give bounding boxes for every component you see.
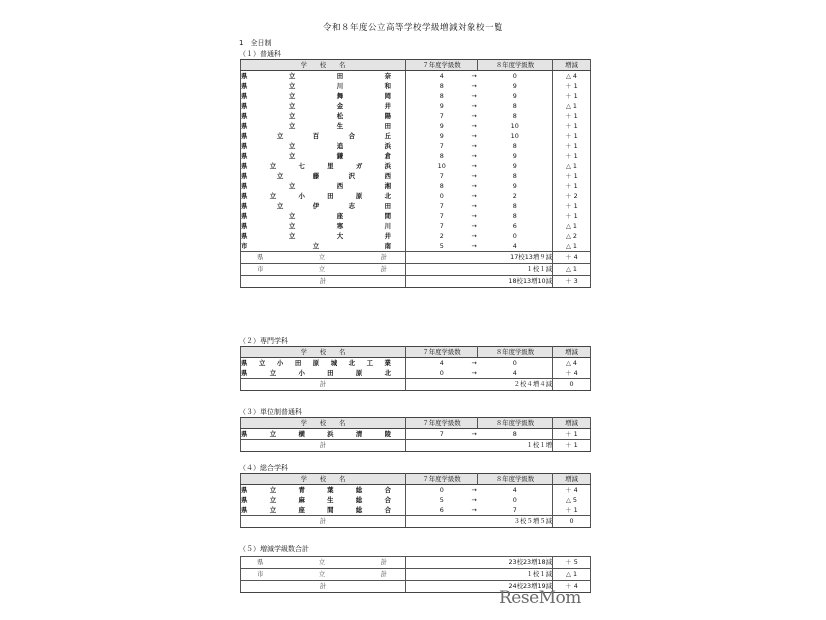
year7-classes: 7 <box>406 111 478 121</box>
class-change: ＋ 1 <box>553 201 591 211</box>
header-year7: ７年度学級数 <box>406 347 478 358</box>
table-row <box>241 231 591 241</box>
school-name: 県 立 七 里 ガ 浜 <box>241 161 406 171</box>
arrow-icon: → <box>471 152 477 160</box>
table-row <box>241 429 591 440</box>
table-row <box>241 81 591 91</box>
class-change: △ 4 <box>553 358 591 369</box>
header-year8: ８年度学級数 <box>478 418 553 429</box>
year8-classes: → 8 <box>478 201 553 211</box>
header-change: 増減 <box>553 418 591 429</box>
year7-classes: 8 <box>406 81 478 91</box>
summary-row <box>241 379 591 391</box>
summary-change: 0 <box>553 516 591 528</box>
year7-classes: 7 <box>406 171 478 181</box>
summary-change: ＋ 1 <box>553 440 591 452</box>
header-year7: ７年度学級数 <box>406 418 478 429</box>
summary-total: ３校５増５減 <box>406 516 553 528</box>
year8-classes: → 4 <box>478 368 553 379</box>
year7-classes: 9 <box>406 101 478 111</box>
summary-total: 23校23増18減 <box>406 557 553 569</box>
year8-classes: → 0 <box>478 358 553 369</box>
year8-classes: → 8 <box>478 171 553 181</box>
section-label: （３）単位制普通科 <box>239 408 302 416</box>
class-change: ＋ 1 <box>553 131 591 141</box>
year7-classes: 4 <box>406 358 478 369</box>
summary-row <box>241 252 591 264</box>
summary-label: 計 <box>241 276 406 288</box>
year8-classes: → 9 <box>478 161 553 171</box>
summary-change: 0 <box>553 379 591 391</box>
summary-change: ＋ 4 <box>553 581 591 593</box>
year7-classes: 8 <box>406 91 478 101</box>
school-name: 県 立 寒 川 <box>241 221 406 231</box>
arrow-icon: → <box>471 162 477 170</box>
class-change: △ 5 <box>553 495 591 505</box>
table-row <box>241 181 591 191</box>
table-row <box>241 485 591 496</box>
summary-total: 17校13増９減 <box>406 252 553 264</box>
arrow-icon: → <box>471 222 477 230</box>
header-year8: ８年度学級数 <box>478 347 553 358</box>
school-name: 県 立 百 合 丘 <box>241 131 406 141</box>
school-name: 県 立 田 奈 <box>241 71 406 82</box>
arrow-icon: → <box>471 496 477 504</box>
class-change: ＋ 4 <box>553 485 591 496</box>
table-row <box>241 201 591 211</box>
year8-classes: → 9 <box>478 81 553 91</box>
summary-row <box>241 557 591 569</box>
summary-label: 計 <box>241 516 406 528</box>
header-change: 増減 <box>553 347 591 358</box>
year7-classes: 8 <box>406 181 478 191</box>
class-change: ＋ 1 <box>553 81 591 91</box>
school-name: 市 立 南 <box>241 241 406 252</box>
table-row <box>241 368 591 379</box>
year8-classes: → 10 <box>478 131 553 141</box>
table-row <box>241 131 591 141</box>
year8-classes: → 8 <box>478 429 553 440</box>
class-change: ＋ 1 <box>553 429 591 440</box>
year7-classes: 7 <box>406 429 478 440</box>
school-name: 県 立 西 湘 <box>241 181 406 191</box>
school-name: 県 立 青 葉 総 合 <box>241 485 406 496</box>
arrow-icon: → <box>471 122 477 130</box>
arrow-icon: → <box>471 192 477 200</box>
table-row <box>241 151 591 161</box>
table-row <box>241 71 591 82</box>
school-name: 県 立 金 井 <box>241 101 406 111</box>
year8-classes: → 8 <box>478 101 553 111</box>
school-name: 県 立 座 間 <box>241 211 406 221</box>
year7-classes: 6 <box>406 505 478 516</box>
year7-classes: 5 <box>406 241 478 252</box>
header-change: 増減 <box>553 60 591 71</box>
summary-label: 計 <box>241 440 406 452</box>
header-school-name: 学 校 名 <box>241 474 406 485</box>
table-row <box>241 241 591 252</box>
year7-classes: 7 <box>406 211 478 221</box>
summary-row <box>241 264 591 276</box>
summary-row <box>241 516 591 528</box>
year8-classes: → 4 <box>478 485 553 496</box>
header-year7: ７年度学級数 <box>406 474 478 485</box>
year8-classes: → 0 <box>478 231 553 241</box>
resemom-watermark-logo: ReseMom <box>499 588 581 608</box>
summary-total: ２校４増４減 <box>406 379 553 391</box>
class-change: ＋ 1 <box>553 505 591 516</box>
school-name: 県 立 伊 志 田 <box>241 201 406 211</box>
section-label: （２）専門学科 <box>239 337 288 345</box>
arrow-icon: → <box>471 72 477 80</box>
arrow-icon: → <box>471 430 477 438</box>
table-header-row <box>241 418 591 429</box>
summary-total: 18校13増10減 <box>406 276 553 288</box>
header-school-name: 学 校 名 <box>241 418 406 429</box>
year7-classes: 5 <box>406 495 478 505</box>
class-change: ＋ 1 <box>553 211 591 221</box>
class-change: ＋ 1 <box>553 171 591 181</box>
table-row <box>241 101 591 111</box>
year8-classes: → 2 <box>478 191 553 201</box>
arrow-icon: → <box>471 369 477 377</box>
class-change: ＋ 2 <box>553 191 591 201</box>
arrow-icon: → <box>471 486 477 494</box>
year7-classes: 9 <box>406 121 478 131</box>
header-year7: ７年度学級数 <box>406 60 478 71</box>
school-table <box>240 473 591 528</box>
year8-classes: → 6 <box>478 221 553 231</box>
arrow-icon: → <box>471 142 477 150</box>
year8-classes: → 9 <box>478 181 553 191</box>
table-row <box>241 91 591 101</box>
class-change: △ 1 <box>553 241 591 252</box>
summary-label: 県 立 計 <box>241 557 406 569</box>
table-header-row <box>241 60 591 71</box>
class-change: ＋ 1 <box>553 181 591 191</box>
school-name: 県 立 大 井 <box>241 231 406 241</box>
summary-row <box>241 569 591 581</box>
arrow-icon: → <box>471 182 477 190</box>
header-school-name: 学 校 名 <box>241 60 406 71</box>
arrow-icon: → <box>471 202 477 210</box>
arrow-icon: → <box>471 112 477 120</box>
summary-change: △ 1 <box>553 264 591 276</box>
table-row <box>241 505 591 516</box>
school-name: 県 立 舞 岡 <box>241 91 406 101</box>
summary-change: △ 1 <box>553 569 591 581</box>
school-name: 県 立 鎌 倉 <box>241 151 406 161</box>
summary-change: ＋ 4 <box>553 252 591 264</box>
year8-classes: → 8 <box>478 111 553 121</box>
year8-classes: → 9 <box>478 91 553 101</box>
year7-classes: 0 <box>406 485 478 496</box>
class-change: △ 4 <box>553 71 591 82</box>
year7-classes: 4 <box>406 71 478 82</box>
table-header-row <box>241 347 591 358</box>
year7-classes: 10 <box>406 161 478 171</box>
header-change: 増減 <box>553 474 591 485</box>
class-change: ＋ 1 <box>553 91 591 101</box>
table-row <box>241 111 591 121</box>
document-title: 令和８年度公立高等学校学級増減対象校一覧 <box>322 23 503 33</box>
arrow-icon: → <box>471 82 477 90</box>
summary-row <box>241 440 591 452</box>
table-row <box>241 141 591 151</box>
arrow-icon: → <box>471 102 477 110</box>
table-row <box>241 161 591 171</box>
class-change: ＋ 1 <box>553 121 591 131</box>
table-row <box>241 191 591 201</box>
school-name: 県 立 横 浜 清 陵 <box>241 429 406 440</box>
year7-classes: 2 <box>406 231 478 241</box>
table-header-row <box>241 474 591 485</box>
table-row <box>241 171 591 181</box>
arrow-icon: → <box>471 359 477 367</box>
year7-classes: 0 <box>406 191 478 201</box>
arrow-icon: → <box>471 232 477 240</box>
year8-classes: → 8 <box>478 141 553 151</box>
year8-classes: → 0 <box>478 71 553 82</box>
year7-classes: 7 <box>406 221 478 231</box>
table-row <box>241 211 591 221</box>
year8-classes: → 9 <box>478 151 553 161</box>
school-name: 県 立 小 田 原 北 <box>241 191 406 201</box>
table-row <box>241 358 591 369</box>
year8-classes: → 0 <box>478 495 553 505</box>
totals-label: （５）増減学級数合計 <box>239 545 309 553</box>
class-change: △ 2 <box>553 231 591 241</box>
header-year8: ８年度学級数 <box>478 474 553 485</box>
summary-row <box>241 276 591 288</box>
school-name: 県 立 小 田 原 北 <box>241 368 406 379</box>
class-change: ＋ 4 <box>553 368 591 379</box>
arrow-icon: → <box>471 242 477 250</box>
summary-label: 市 立 計 <box>241 264 406 276</box>
summary-total: １校１増 <box>406 440 553 452</box>
summary-label: 市 立 計 <box>241 569 406 581</box>
class-change: ＋ 1 <box>553 111 591 121</box>
arrow-icon: → <box>471 92 477 100</box>
header-school-name: 学 校 名 <box>241 347 406 358</box>
school-name: 県 立 川 和 <box>241 81 406 91</box>
summary-total: １校１減 <box>406 264 553 276</box>
header-year8: ８年度学級数 <box>478 60 553 71</box>
summary-label: 県 立 計 <box>241 252 406 264</box>
section-label: （４）総合学科 <box>239 464 288 472</box>
class-change: ＋ 1 <box>553 151 591 161</box>
year7-classes: 0 <box>406 368 478 379</box>
section-main-label: 1 全日制 <box>239 39 272 47</box>
summary-change: ＋ 3 <box>553 276 591 288</box>
arrow-icon: → <box>471 506 477 514</box>
school-name: 県 立 追 浜 <box>241 141 406 151</box>
school-name: 県 立 生 田 <box>241 121 406 131</box>
summary-total: １校１減 <box>406 569 553 581</box>
year7-classes: 9 <box>406 131 478 141</box>
class-change: △ 1 <box>553 221 591 231</box>
summary-label: 計 <box>241 379 406 391</box>
school-table <box>240 346 591 391</box>
table-row <box>241 221 591 231</box>
school-name: 県 立 座 間 総 合 <box>241 505 406 516</box>
arrow-icon: → <box>471 132 477 140</box>
table-row <box>241 121 591 131</box>
year8-classes: → 10 <box>478 121 553 131</box>
school-table <box>240 417 591 452</box>
school-name: 県 立 藤 沢 西 <box>241 171 406 181</box>
year8-classes: → 7 <box>478 505 553 516</box>
table-row <box>241 495 591 505</box>
year8-classes: → 8 <box>478 211 553 221</box>
year8-classes: → 4 <box>478 241 553 252</box>
year7-classes: 7 <box>406 141 478 151</box>
year7-classes: 8 <box>406 151 478 161</box>
arrow-icon: → <box>471 212 477 220</box>
class-change: △ 1 <box>553 101 591 111</box>
school-name: 県 立 松 陽 <box>241 111 406 121</box>
summary-change: ＋ 5 <box>553 557 591 569</box>
section-label: （１）普通科 <box>239 50 281 58</box>
summary-total: 24校23増19減 <box>406 581 553 593</box>
school-name: 県 立 麻 生 総 合 <box>241 495 406 505</box>
arrow-icon: → <box>471 172 477 180</box>
school-table <box>240 59 591 288</box>
class-change: △ 1 <box>553 161 591 171</box>
class-change: ＋ 1 <box>553 141 591 151</box>
year7-classes: 7 <box>406 201 478 211</box>
summary-label: 計 <box>241 581 406 593</box>
school-name: 県 立 小 田 原 城 北 工 業 <box>241 358 406 369</box>
